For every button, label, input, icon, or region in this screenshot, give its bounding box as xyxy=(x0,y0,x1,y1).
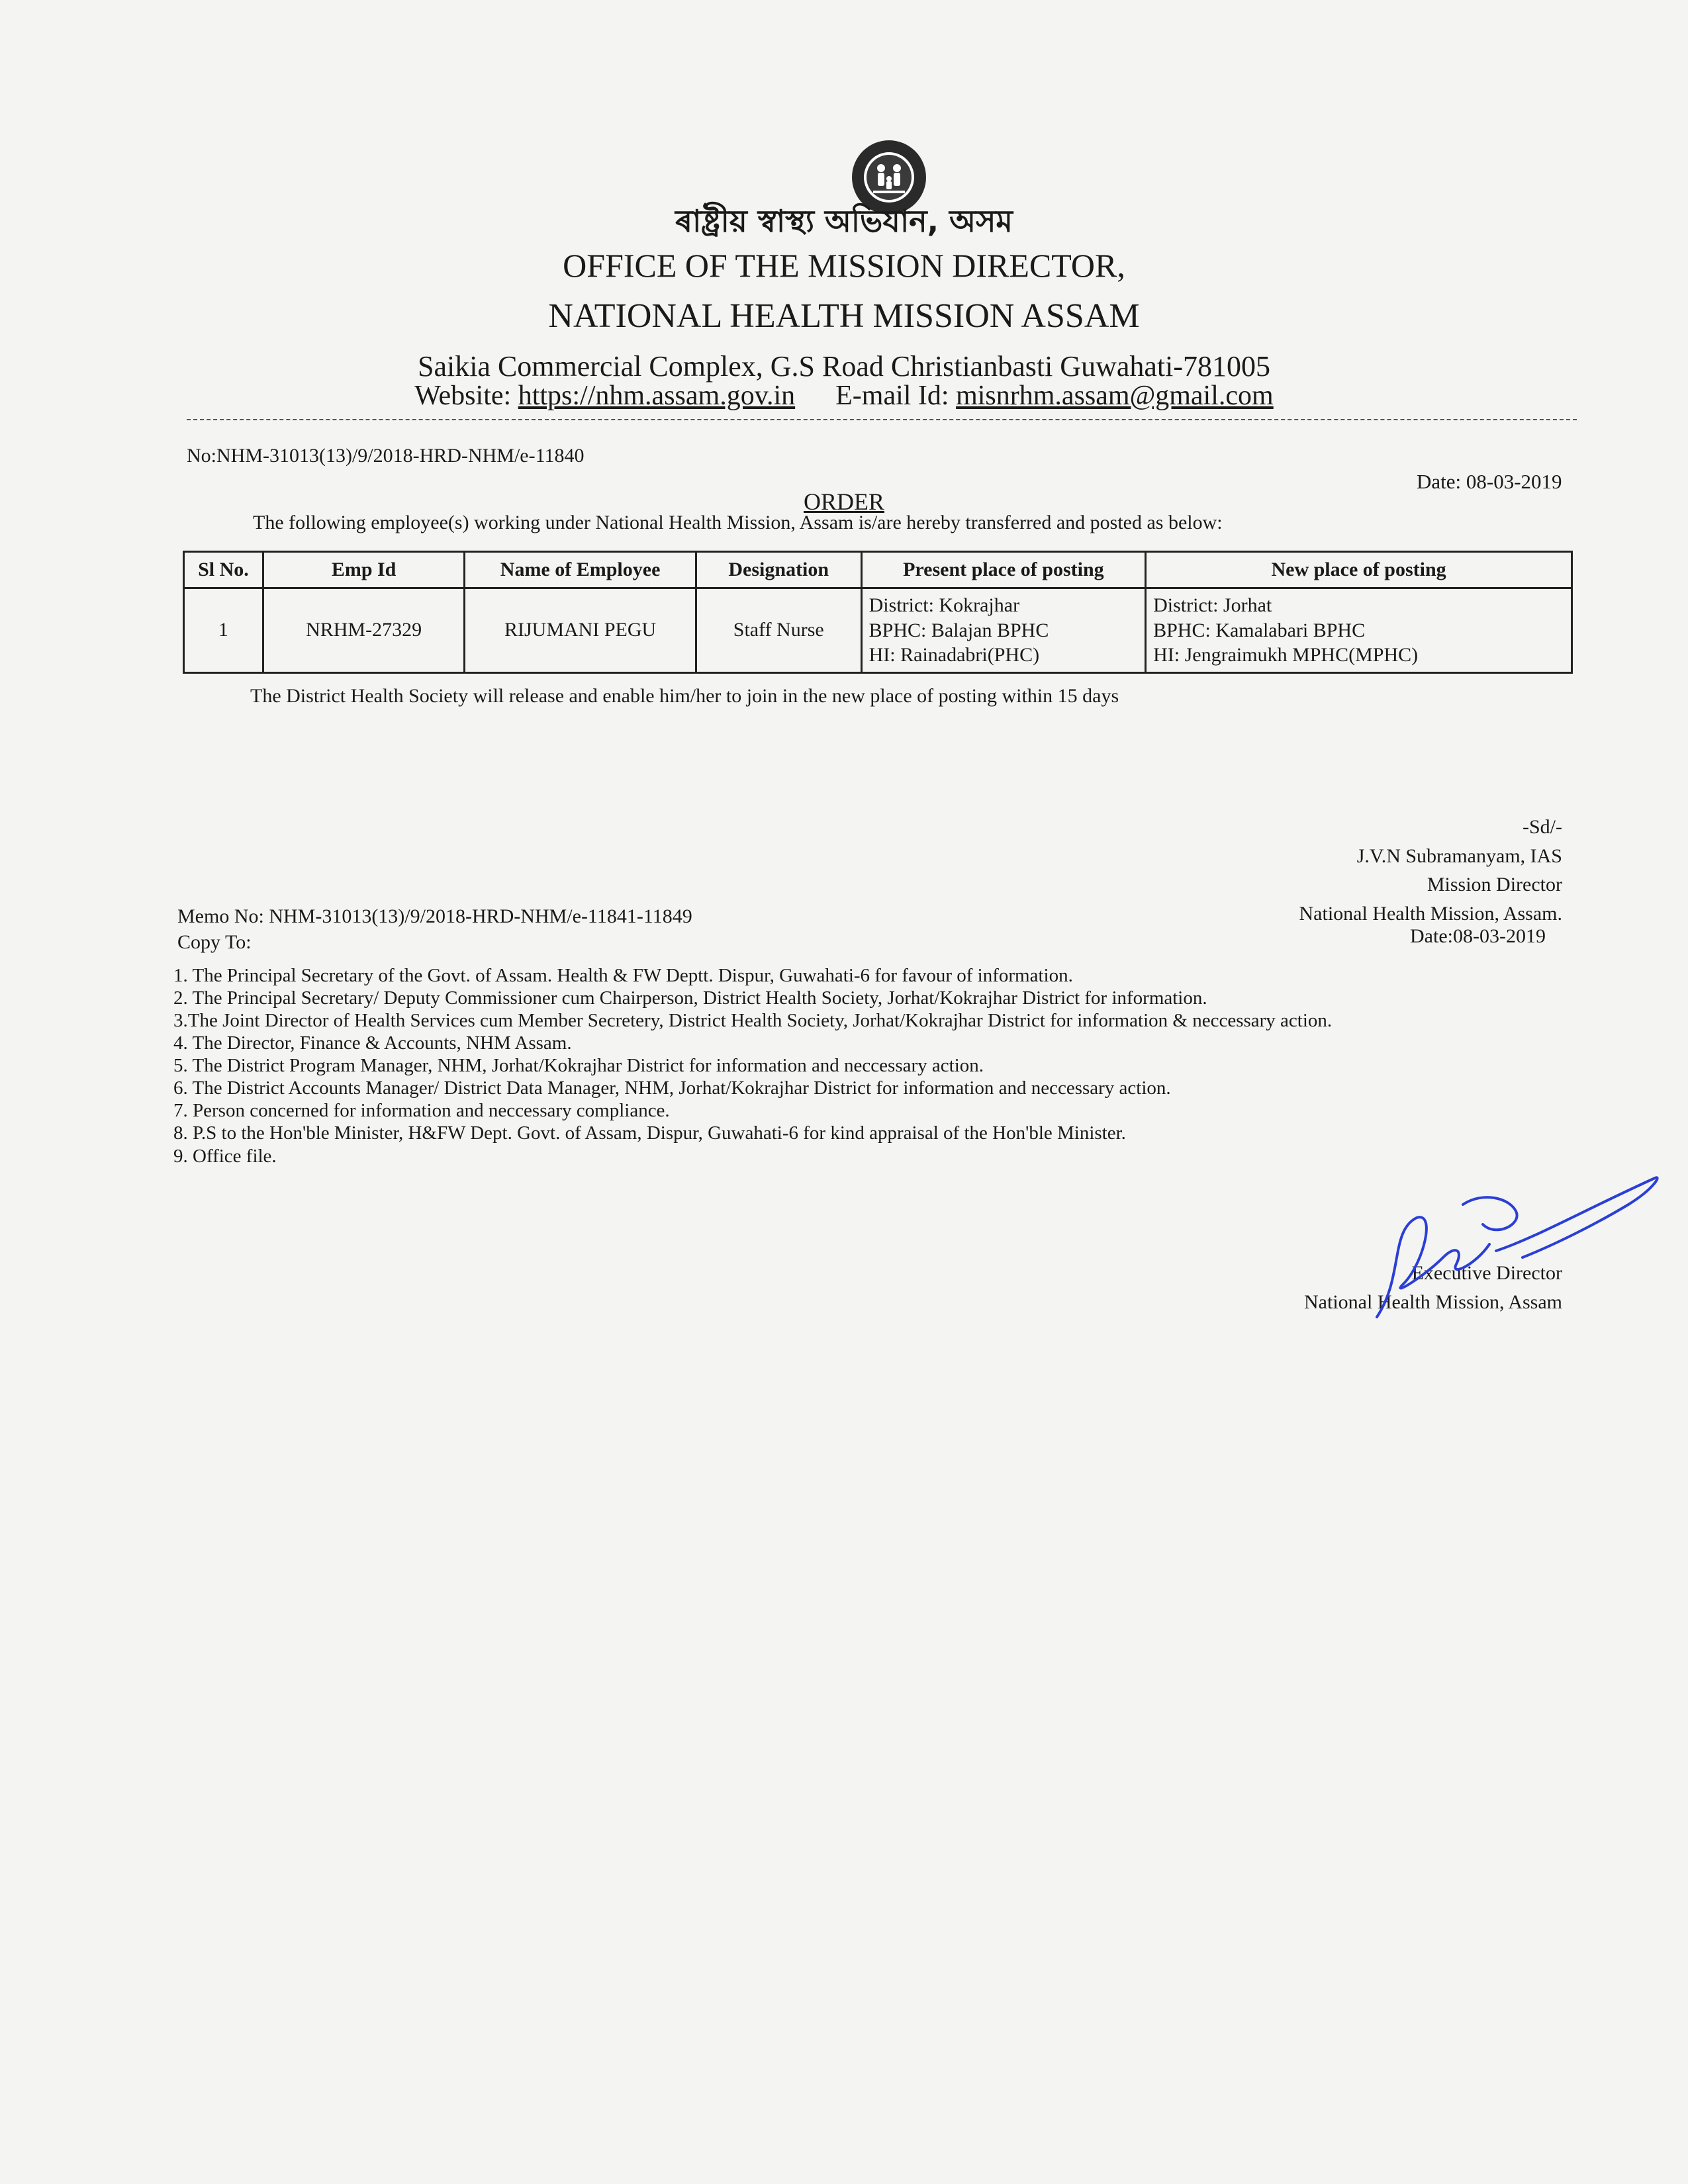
list-item: 3.The Joint Director of Health Services cum Member Secretery, District Health Society, Jorhat/Kokrajhar District for information & neccessary action. xyxy=(173,1010,1333,1032)
list-item: 8. P.S to the Hon'ble Minister, H&FW Dept. Govt. of Assam, Dispur, Guwahati-6 for kind appraisal of the Hon'ble Minister. xyxy=(173,1122,1126,1144)
sl-no-cell: 1 xyxy=(184,588,263,673)
signatory-org: National Health Mission, Assam. xyxy=(1299,902,1562,925)
column-header: Emp Id xyxy=(263,552,465,588)
transfer-table xyxy=(183,551,1573,674)
new-district: District: Jorhat xyxy=(1153,594,1272,616)
regional-name: ৰাষ্ট্ৰীয় স্বাস্থ্য অভিযান, অসম xyxy=(675,203,1013,239)
new-bphc: BPHC: Kamalabari BPHC xyxy=(1153,619,1366,641)
copy-to-list xyxy=(173,964,1332,1167)
emp-id-cell: NRHM-27329 xyxy=(263,588,465,673)
column-header: Name of Employee xyxy=(465,552,696,588)
office-title: OFFICE OF THE MISSION DIRECTOR, xyxy=(563,247,1125,284)
executive-designation: Executive Director xyxy=(1411,1262,1562,1284)
order-date: Date: 08-03-2019 xyxy=(1417,470,1562,493)
office-subtitle: NATIONAL HEALTH MISSION ASSAM xyxy=(548,297,1140,335)
order-title: ORDER xyxy=(803,488,884,515)
column-header: Sl No. xyxy=(184,552,263,588)
column-header: Designation xyxy=(696,552,861,588)
order-intro: The following employee(s) working under National Health Mission, Assam is/are hereby transferred and posted as below: xyxy=(253,512,1223,533)
list-item: 4. The Director, Finance & Accounts, NHM Assam. xyxy=(173,1032,572,1054)
website-link[interactable]: https://nhm.assam.gov.in xyxy=(518,381,796,411)
signatory-name: J.V.N Subramanyam, IAS xyxy=(1356,844,1562,867)
list-item: 9. Office file. xyxy=(173,1145,277,1167)
new-hi: HI: Jengraimukh MPHC(MPHC) xyxy=(1153,644,1419,666)
email-link[interactable]: misnrhm.assam@gmail.com xyxy=(956,381,1274,411)
release-note: The District Health Society will release and enable him/her to join in the new place of posting within 15 days xyxy=(250,685,1119,707)
new-posting-cell xyxy=(1146,588,1572,673)
copy-to-label: Copy To: xyxy=(177,931,252,953)
list-item: 5. The District Program Manager, NHM, Jorhat/Kokrajhar District for information and neccessary action. xyxy=(173,1055,984,1077)
office-address: Saikia Commercial Complex, G.S Road Christianbasti Guwahati-781005 xyxy=(417,350,1271,383)
website-label: Website: xyxy=(414,381,512,411)
header-divider xyxy=(187,419,1577,420)
list-item: 1. The Principal Secretary of the Govt. of Assam. Health & FW Deptt. Dispur, Guwahati-6 for favour of information. xyxy=(173,965,1073,986)
present-bphc: BPHC: Balajan BPHC xyxy=(868,619,1049,641)
memo-date: Date:08-03-2019 xyxy=(1410,925,1546,947)
order-reference-number: No:NHM-31013(13)/9/2018-HRD-NHM/e-11840 xyxy=(187,445,585,467)
present-hi: HI: Rainadabri(PHC) xyxy=(868,644,1040,666)
handwritten-signature xyxy=(1364,1165,1668,1330)
present-posting-cell xyxy=(861,588,1145,673)
contact-line xyxy=(0,380,1688,412)
email-label: E-mail Id: xyxy=(835,381,949,411)
table-row xyxy=(184,588,1572,673)
signatory-designation: Mission Director xyxy=(1427,874,1562,895)
employee-name-cell: RIJUMANI PEGU xyxy=(465,588,696,673)
column-header: Present place of posting xyxy=(861,552,1145,588)
list-item: 7. Person concerned for information and neccessary compliance. xyxy=(173,1100,670,1122)
memo-number: Memo No: NHM-31013(13)/9/2018-HRD-NHM/e-11841-11849 xyxy=(177,905,692,927)
executive-org: National Health Mission, Assam xyxy=(1304,1291,1562,1313)
designation-cell: Staff Nurse xyxy=(696,588,861,673)
table-header-row xyxy=(184,552,1572,588)
column-header: New place of posting xyxy=(1146,552,1572,588)
list-item: 2. The Principal Secretary/ Deputy Commissioner cum Chairperson, District Health Society, Jorhat/Kokrajhar District for information. xyxy=(173,987,1207,1009)
present-district: District: Kokrajhar xyxy=(868,594,1020,616)
sd-mark: -Sd/- xyxy=(1523,816,1562,838)
signatory-block xyxy=(1251,813,1562,928)
list-item: 6. The District Accounts Manager/ District Data Manager, NHM, Jorhat/Kokrajhar District for information and neccessary action. xyxy=(173,1077,1171,1099)
